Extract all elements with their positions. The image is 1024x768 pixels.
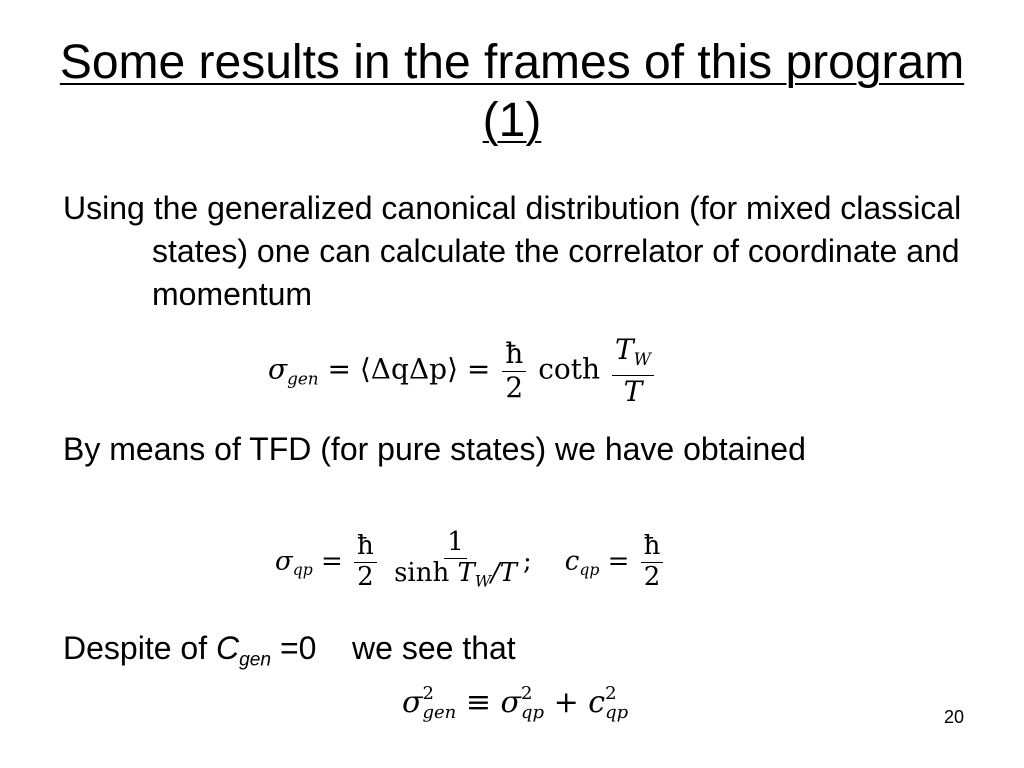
tw-symbol: T (457, 557, 475, 588)
equation-sigma-qp (275, 528, 666, 597)
sup-sub-stack (605, 685, 628, 723)
hbar: ħ (641, 532, 664, 563)
hbar-over-two-fraction (354, 532, 377, 593)
c-gen-subscript: gen (239, 649, 272, 671)
sup-sub-stack (422, 685, 456, 723)
sigma-subscript: qp (292, 561, 313, 580)
sigma-symbol: σ (268, 352, 288, 386)
correlator-expression: = ⟨ΔqΔp⟩ = (327, 352, 491, 386)
subscript-qp: qp (520, 702, 545, 723)
over-t: /T (490, 557, 517, 588)
equals-sign-2: = (607, 546, 630, 577)
semicolon: ; (522, 546, 532, 577)
plus-sign: + (553, 685, 579, 720)
sigma-symbol: σ (402, 685, 423, 720)
c-symbol: c (564, 546, 580, 577)
superscript: 2 (422, 683, 434, 705)
hbar-over-two-fraction (502, 338, 526, 403)
superscript: 2 (520, 683, 533, 705)
c-subscript: qp (579, 561, 600, 580)
page-number: 20 (943, 707, 964, 727)
sigma-symbol-2: σ (500, 685, 521, 720)
equation-variance-identity (402, 685, 628, 723)
paragraph-despite (63, 627, 1024, 682)
hbar: ħ (502, 338, 526, 371)
sup-sub-stack (521, 685, 544, 723)
subscript-gen: gen (422, 702, 457, 723)
despite-prefix: Despite of (63, 630, 216, 666)
hbar-over-two-fraction-2 (641, 532, 664, 593)
one: 1 (444, 528, 467, 559)
equals-sign: = (320, 546, 343, 577)
tw-numerator (612, 334, 654, 376)
sigma-symbol: σ (275, 546, 293, 577)
hbar: ħ (354, 532, 377, 563)
two: 2 (357, 562, 374, 593)
two: 2 (505, 370, 524, 404)
two: 2 (643, 562, 661, 593)
sinh-function: sinh (394, 557, 450, 588)
sinh-denominator (391, 559, 520, 597)
t-denominator: T (623, 375, 643, 409)
equiv-sign: ≡ (465, 685, 491, 720)
c-symbol: c (588, 685, 606, 720)
subscript-qp: qp (605, 702, 629, 723)
equals-zero: =0 (271, 630, 317, 666)
coth-function: coth (538, 352, 601, 386)
c-gen-symbol: C (215, 630, 240, 666)
tw-over-t-fraction (612, 334, 654, 408)
tw-subscript: W (474, 572, 491, 591)
paragraph-generalized-distribution: Using the generalized canonical distribution (for mixed classical states) one can calculate the correlator of coordinate and momentum (63, 190, 962, 312)
despite-suffix: we see that (352, 630, 516, 666)
superscript: 2 (605, 683, 617, 705)
slide-title: Some results in the frames of this program (1) (59, 36, 965, 147)
tw-symbol: T (614, 333, 634, 366)
one-over-sinh-fraction (391, 528, 520, 597)
tw-subscript: W (633, 348, 651, 369)
sigma-subscript: gen (287, 368, 319, 389)
paragraph-tfd: By means of TFD (for pure states) we have obtained (63, 431, 806, 467)
equation-sigma-gen (268, 334, 657, 408)
